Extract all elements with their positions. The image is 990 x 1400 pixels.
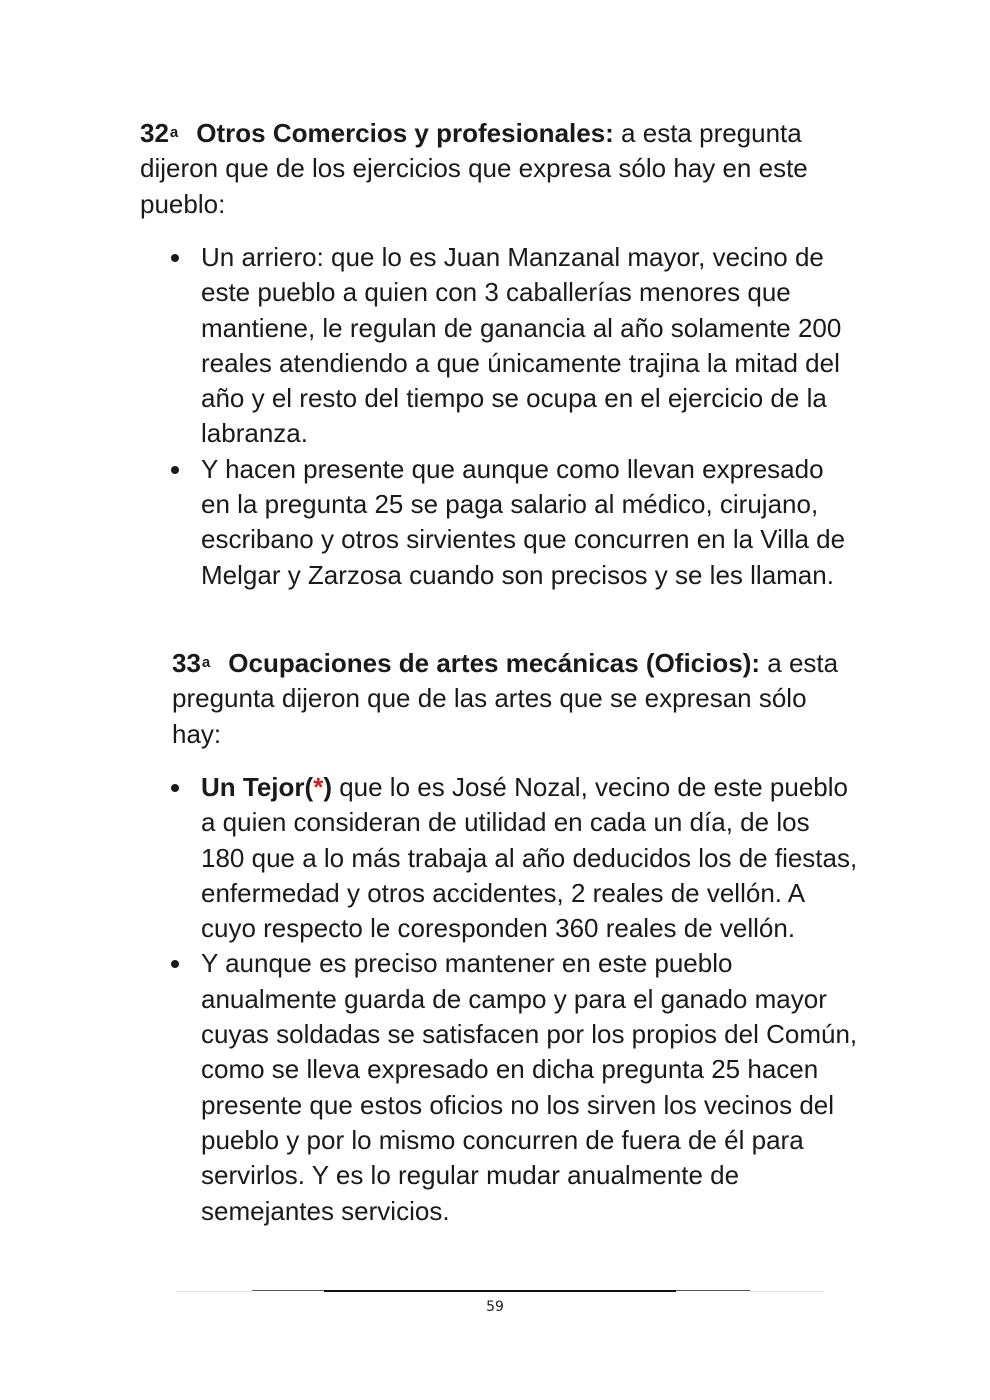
page-number: 59 bbox=[486, 1299, 504, 1315]
footer-divider bbox=[176, 1290, 824, 1292]
list-item bbox=[168, 946, 858, 1228]
footnote-asterisk: * bbox=[313, 772, 324, 802]
section-32-number: 32$^a$ bbox=[140, 118, 179, 148]
list-item bbox=[168, 240, 858, 452]
list-item-text: Y aunque es preciso mantener en este pueblo anualmente guarda de campo y para el ganado mayor cuyas soldadas se satisfacen por los propios del Común, como se lleva expresado en dicha pregunta 25 hacen presente que estos oficios no los sirven los vecinos del pueblo y por lo mismo concurren de fuera de él para servirlos. Y es lo regular mudar anualmente de semejantes servicios. bbox=[201, 948, 858, 1226]
list-item-text: Un arriero: que lo es Juan Manzanal mayor, vecino de este pueblo a quien con 3 caballerías menores que mantiene, le regulan de ganancia al año solamente 200 reales atendiendo a que únicamente trajina la mitad del año y el resto del tiempo se ocupa en el ejercicio de la labranza. bbox=[201, 242, 842, 449]
section-32-list bbox=[168, 240, 858, 593]
section-33-title: Ocupaciones de artes mecánicas (Oficios): bbox=[228, 648, 761, 678]
list-item-text: que lo es José Nozal, vecino de este pueblo a quien consideran de utilidad en cada un día, de los 180 que a lo más trabaja al año deducidos los de fiestas, enfermedad y otros accidentes, 2 reales de vellón. A cuyo respecto le coresponden 360 reales de vellón. bbox=[201, 772, 858, 944]
section-33-number: 33$^a$ bbox=[172, 648, 211, 678]
section-33-intro: a esta pregunta dijeron que de las artes que se expresan sólo hay: bbox=[172, 648, 839, 749]
bullet-icon bbox=[171, 784, 179, 792]
section-32-title: Otros Comercios y profesionales: bbox=[196, 118, 614, 148]
list-item bbox=[168, 770, 858, 946]
item-lead: Un Tejor( bbox=[201, 772, 314, 802]
section-32-paragraph bbox=[140, 116, 840, 222]
bullet-icon bbox=[171, 254, 179, 262]
bullet-icon bbox=[171, 466, 179, 474]
list-item-text: Y hacen presente que aunque como llevan expresado en la pregunta 25 se paga salario al médico, cirujano, escribano y otros sirvientes que concurren en la Villa de Melgar y Zarzosa cuando son precisos y se les llaman. bbox=[201, 453, 846, 590]
item-lead-close: ) bbox=[323, 772, 332, 802]
section-33-paragraph bbox=[172, 646, 842, 752]
section-33-list bbox=[168, 770, 858, 1229]
section-32-intro: a esta pregunta dijeron que de los ejercicios que expresa sólo hay en este pueblo: bbox=[140, 118, 808, 219]
bullet-icon bbox=[171, 960, 179, 968]
list-item bbox=[168, 452, 858, 593]
